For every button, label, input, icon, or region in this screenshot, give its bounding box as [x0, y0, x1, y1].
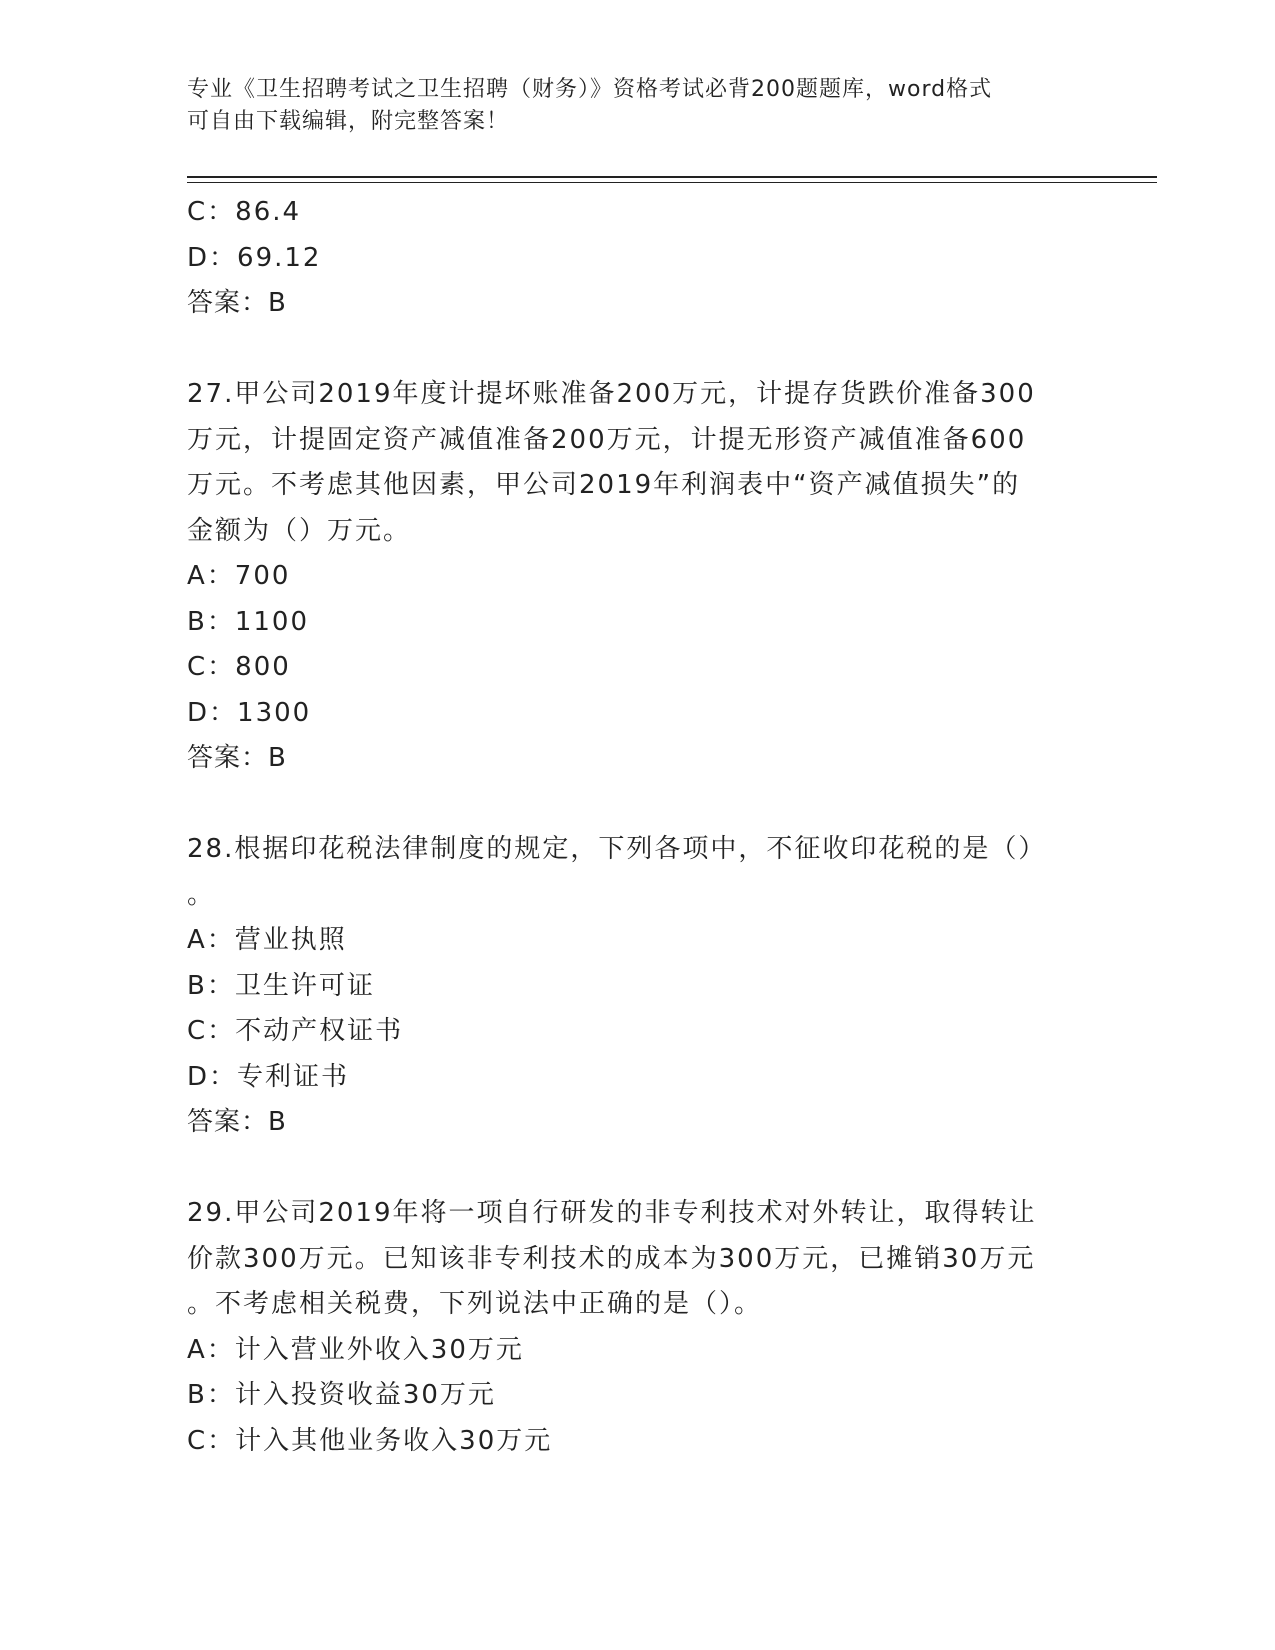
option-c: C：计入其他业务收入30万元	[187, 1425, 553, 1456]
document-header	[187, 74, 1087, 138]
answer-line: 答案：B	[187, 1107, 287, 1137]
option-a: A：700	[187, 561, 291, 591]
answer-line: 答案：B	[187, 288, 287, 318]
option-a: A：营业执照	[187, 925, 347, 955]
option-d: D：69.12	[187, 242, 322, 273]
option-b: B：1100	[187, 606, 310, 637]
option-a: A：计入营业外收入30万元	[187, 1334, 524, 1365]
question-28	[187, 827, 1087, 1146]
question-list	[187, 190, 1087, 1464]
spacer	[187, 782, 1087, 828]
question-stem-line: 万元。不考虑其他因素，甲公司2019年利润表中“资产减值损失”的	[187, 470, 1021, 500]
header-title-line-1: 专业《卫生招聘考试之卫生招聘（财务）》资格考试必背200题题库，word格式	[187, 77, 993, 102]
question-stem-line: 。	[187, 879, 216, 910]
question-stem-line: 金额为（）万元。	[187, 515, 412, 546]
header-rule-thick	[187, 176, 1157, 178]
option-d: D：1300	[187, 697, 312, 728]
answer-line: 答案：B	[187, 743, 287, 773]
question-stem-line: 29.甲公司2019年将一项自行研发的非专利技术对外转让，取得转让	[187, 1198, 1037, 1228]
question-26-tail	[187, 190, 1087, 327]
option-b: B：计入投资收益30万元	[187, 1380, 496, 1410]
option-c: C：86.4	[187, 197, 302, 227]
header-title-line-2: 可自由下载编辑，附完整答案！	[187, 109, 510, 134]
question-stem-line: 价款300万元。已知该非专利技术的成本为300万元，已摊销30万元	[187, 1243, 1036, 1274]
header-rule-thin	[187, 182, 1157, 183]
option-d: D：专利证书	[187, 1061, 350, 1092]
option-b: B：卫生许可证	[187, 970, 375, 1001]
question-27	[187, 372, 1087, 782]
option-c: C：800	[187, 652, 291, 682]
question-stem-line: 万元，计提固定资产减值准备200万元，计提无形资产减值准备600	[187, 424, 1027, 455]
question-stem-line: 28.根据印花税法律制度的规定，下列各项中，不征收印花税的是（）	[187, 834, 1047, 864]
spacer	[187, 327, 1087, 373]
spacer	[187, 1146, 1087, 1192]
question-stem-line: 。不考虑相关税费，下列说法中正确的是（）。	[187, 1289, 763, 1319]
question-29	[187, 1191, 1087, 1464]
question-stem-line: 27.甲公司2019年度计提坏账准备200万元，计提存货跌价准备300	[187, 379, 1036, 409]
option-c: C：不动产权证书	[187, 1016, 404, 1046]
